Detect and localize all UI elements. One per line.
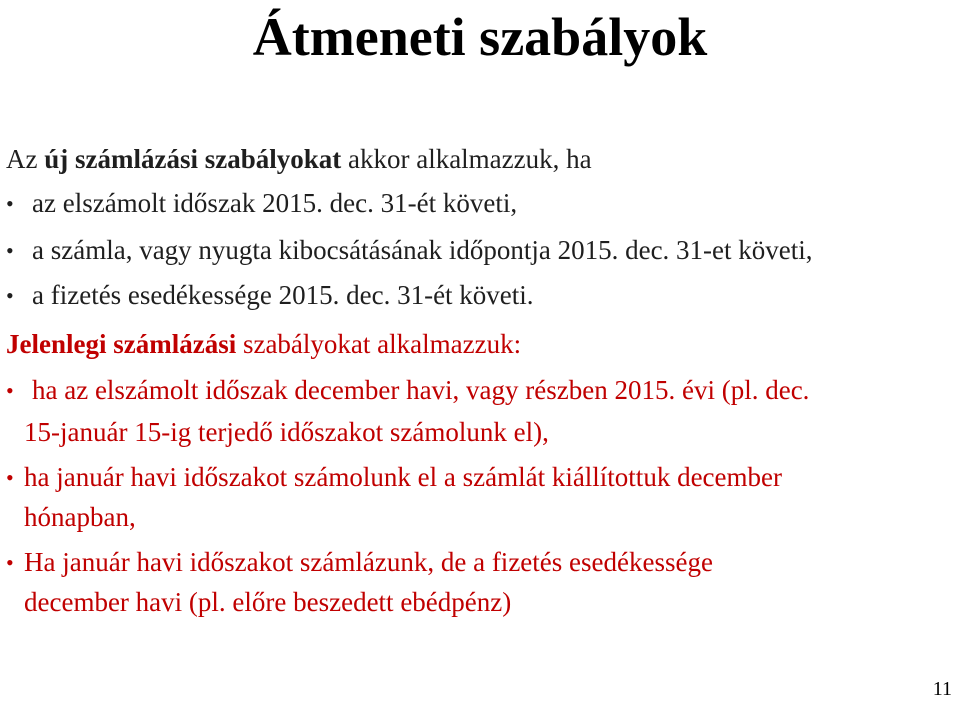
section2-bullet-3-line1: Ha január havi időszakot számlázunk, de a fizetés esedékessége (24, 547, 713, 577)
bullet-icon: • (6, 378, 14, 403)
section1-bullet-2: a számla, vagy nyugta kibocsátásának időpontja 2015. dec. 31-et követi, (32, 235, 813, 265)
bullet-icon: • (6, 550, 14, 575)
section1-intro: Az új számlázási szabályokat akkor alkalmazzuk, ha (6, 144, 592, 174)
section2-bullet-2-line1: ha január havi időszakot számolunk el a számlát kiállítottuk december (24, 462, 782, 492)
page-number: 11 (932, 678, 952, 700)
section2-bullet-1-line1: ha az elszámolt időszak december havi, vagy részben 2015. évi (pl. dec. (32, 375, 810, 405)
bullet-icon: • (6, 238, 14, 263)
section2-bullet-2-line2: hónapban, (24, 502, 136, 532)
section1-bullet-3: a fizetés esedékessége 2015. dec. 31-ét követi. (32, 280, 534, 310)
section1-intro-bold: új számlázási szabályokat (44, 144, 342, 174)
section2-intro-bold: Jelenlegi számlázási (6, 329, 237, 359)
bullet-icon: • (6, 465, 14, 490)
bullet-icon: • (6, 283, 14, 308)
section2-bullet-1-line2: 15-január 15-ig terjedő időszakot számolunk el), (24, 417, 549, 447)
section2-intro: Jelenlegi számlázási szabályokat alkalmazzuk: (6, 329, 522, 359)
section2-bullet-3-line2: december havi (pl. előre beszedett ebédpénz) (24, 587, 512, 617)
section1-bullet-1: az elszámolt időszak 2015. dec. 31-ét követi, (32, 188, 518, 218)
bullet-icon: • (6, 191, 14, 216)
slide-title: Átmeneti szabályok (252, 7, 708, 67)
